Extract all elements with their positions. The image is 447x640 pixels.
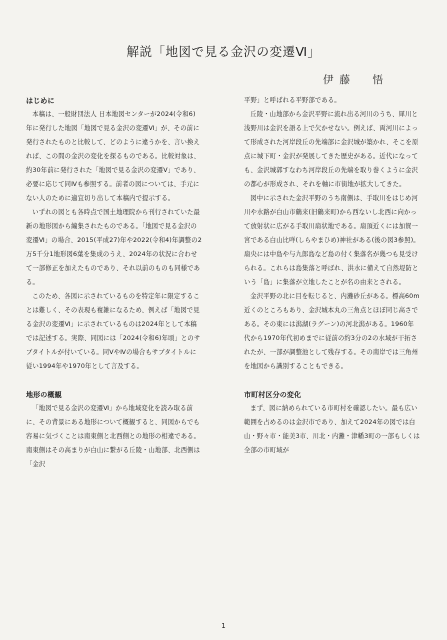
paragraph: このため、各図に示されているものを特定年に限定することは難しく、その表現も複雑になるため、例えば「地図で見る金沢の変遷Ⅵ」に示されているものは2024年として本稿では記述する。実際、同図には「2024(令和6)年頃」とのサブタイトルが付いている。同ⅤやⅣの場合もサブタイトルに従い1994年や1970年として言及する。 (26, 293, 201, 370)
page-number: 1 (221, 622, 226, 630)
section-heading-municipalities: 市町村区分の変化 (244, 391, 302, 399)
document-title: 解説「地図で見る金沢の変遷Ⅵ」 (126, 44, 321, 59)
paragraph: 金沢平野の北に目を転じると、内灘砂丘がある。標高60m近くのところもあり、金沢城本丸の三角点とほぼ同じ高さである。その東には潟湖(ラグーン)の河北潟がある。1960年代から1970年代初めまでに従前の約3分の2の水域が干拓されたが、一部が調整池として残存する。その南岸では三角州を地図から識別することもできる。 (244, 293, 420, 370)
paragraph: 図中に示された金沢平野のうち南側は、手取川をはじめ河川や水路が白山市鶴来(旧鶴来町)から西ないし北西に向かって放射状に広がる手取川扇状地である。扇頂近くには加賀一宮である白山比咩(しらやまひめ)神社がある(後の図3参照)。扇央には中島や与九郎島など島の付く集落名が幾つも見受けられる。これらは島集落と呼ばれ、洪水に備えて自然堤防という「島」に集落が立地したことが名の由来とされる。 (244, 195, 420, 286)
left-column (26, 94, 202, 472)
paragraph: 「地図で見る金沢の変遷Ⅵ」から地域変化を読み取る前に、その背景にある地形について概観すると、同図からでも容易に気づくことは南東側と北西側との地形の相違である。南東側はその高まりが白山に繋がる丘陵・山地部、北西側は「金沢 (26, 405, 201, 468)
paragraph: まず、図に納められている市町村を確認したい。最も広い範囲を占めるのは金沢市であり、加えて2024年の図では白山・野々市・能美3市、川北・内灘・津幡3町の一部もしくは全部の市町域が (244, 405, 420, 454)
paragraph: 丘陵・山地部から金沢平野に流れ出る河川のうち、犀川と浅野川は金沢を語る上で欠かせない。例えば、両河川によって形成された河岸段丘の先端部に金沢城が築かれ、そこを原点に城下町・金沢が発展してきた歴史がある。近代になっても、金沢城郭すなわち河岸段丘の先端を取り巻くように金沢の都心が形成され、それを軸に市街地が拡大してきた。 (244, 111, 419, 188)
paragraph-continued: 平野」と呼ばれる平野部である。 (244, 97, 341, 104)
paragraph: いずれの図とも各時点で国土地理院から刊行されていた最新の地形図から編集されたものである。「地図で見る金沢の変遷Ⅵ」の場合、2015(平成27)年や2022(令和4)年調整の2万5千分1地形図6葉を集成のうえ、2024年の状況に合わせて一部修正を加えたものであり、それ以前のものも同様である。 (26, 209, 202, 286)
section-heading-intro: はじめに (26, 97, 55, 105)
section-heading-terrain: 地形の概観 (26, 391, 62, 399)
right-column (244, 94, 420, 458)
paragraph: 本稿は、一般財団法人 日本地図センターが2024(令和6)年に発行した地図「地図で見る金沢の変遷Ⅵ」が、その前に発行されたものと比較して、どのように違うかを、言い換えれば、この間の金沢の変化を探るものである。比較対象は、約30年前に発行された「地図で見る金沢の変遷Ⅴ」であり、必要に応じて同Ⅳも参照する。前者の図については、手元にない人のために適宜切り出して本稿内で提示する。 (26, 111, 201, 202)
author-name: 伊藤 悟 (323, 74, 389, 86)
